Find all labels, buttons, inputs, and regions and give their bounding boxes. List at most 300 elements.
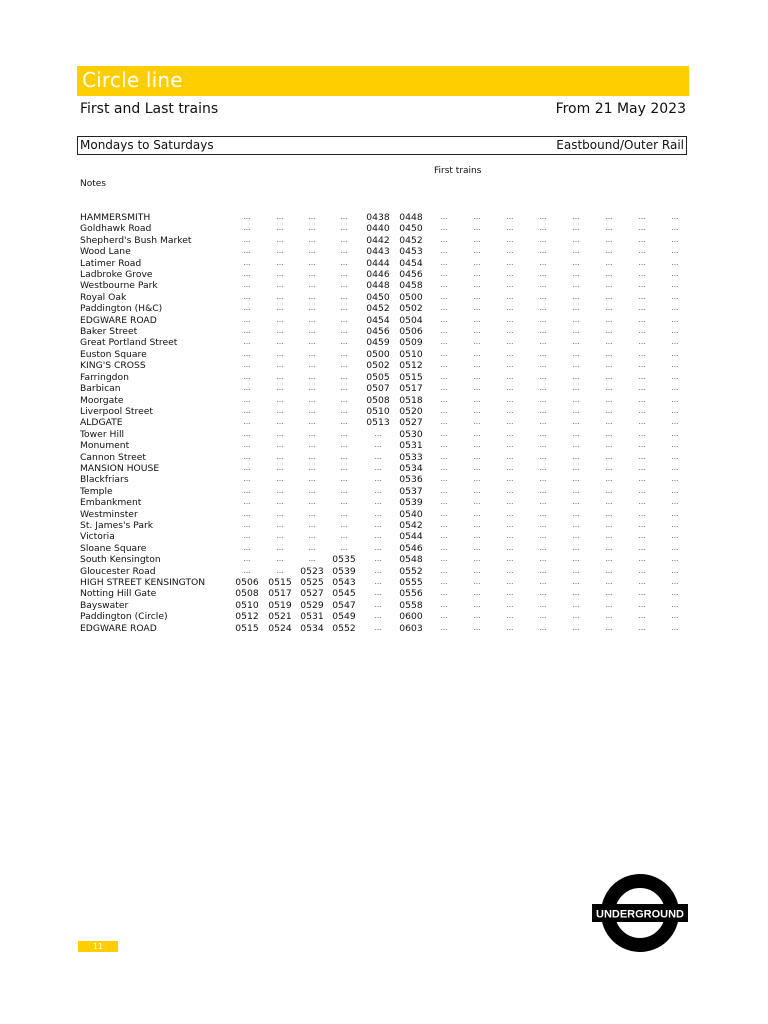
no-service-cell: ...	[638, 327, 646, 336]
no-service-cell: ...	[539, 224, 547, 233]
departure-time: 0446	[366, 269, 390, 281]
no-service-cell: ...	[671, 555, 679, 564]
no-service-cell: ...	[671, 452, 679, 461]
departure-time: 0548	[399, 554, 423, 566]
no-service-cell: ...	[605, 612, 613, 621]
no-service-cell: ...	[506, 498, 514, 507]
no-service-cell: ...	[276, 463, 284, 472]
station-name: Embankment	[80, 497, 142, 509]
departure-time: 0556	[399, 588, 423, 600]
no-service-cell: ...	[605, 475, 613, 484]
no-service-cell: ...	[340, 327, 348, 336]
no-service-cell: ...	[638, 612, 646, 621]
no-service-cell: ...	[473, 463, 481, 472]
no-service-cell: ...	[638, 418, 646, 427]
no-service-cell: ...	[473, 258, 481, 267]
no-service-cell: ...	[605, 543, 613, 552]
no-service-cell: ...	[473, 349, 481, 358]
no-service-cell: ...	[243, 429, 251, 438]
no-service-cell: ...	[308, 441, 316, 450]
no-service-cell: ...	[440, 384, 448, 393]
no-service-cell: ...	[539, 566, 547, 575]
no-service-cell: ...	[638, 623, 646, 632]
departure-time: 0600	[399, 611, 423, 623]
station-name: HAMMERSMITH	[80, 212, 151, 223]
no-service-cell: ...	[243, 304, 251, 313]
no-service-cell: ...	[374, 486, 382, 495]
no-service-cell: ...	[605, 327, 613, 336]
station-name: Shepherd's Bush Market	[80, 234, 192, 246]
no-service-cell: ...	[340, 520, 348, 529]
timetable	[80, 212, 680, 634]
no-service-cell: ...	[605, 452, 613, 461]
no-service-cell: ...	[671, 349, 679, 358]
no-service-cell: ...	[539, 384, 547, 393]
no-service-cell: ...	[572, 384, 580, 393]
no-service-cell: ...	[473, 520, 481, 529]
no-service-cell: ...	[506, 224, 514, 233]
no-service-cell: ...	[340, 213, 348, 221]
no-service-cell: ...	[243, 475, 251, 484]
no-service-cell: ...	[671, 486, 679, 495]
no-service-cell: ...	[308, 338, 316, 347]
departure-time: 0438	[366, 212, 390, 223]
timetable-row	[80, 406, 680, 417]
no-service-cell: ...	[506, 475, 514, 484]
no-service-cell: ...	[638, 600, 646, 609]
no-service-cell: ...	[506, 452, 514, 461]
no-service-cell: ...	[671, 224, 679, 233]
no-service-cell: ...	[572, 395, 580, 404]
no-service-cell: ...	[572, 589, 580, 598]
no-service-cell: ...	[506, 292, 514, 301]
departure-time: 0547	[332, 599, 356, 611]
timetable-row	[80, 269, 680, 280]
no-service-cell: ...	[440, 224, 448, 233]
no-service-cell: ...	[638, 589, 646, 598]
station-name: South Kensington	[80, 554, 161, 566]
no-service-cell: ...	[638, 384, 646, 393]
no-service-cell: ...	[276, 258, 284, 267]
no-service-cell: ...	[340, 258, 348, 267]
no-service-cell: ...	[671, 612, 679, 621]
no-service-cell: ...	[276, 429, 284, 438]
no-service-cell: ...	[374, 475, 382, 484]
no-service-cell: ...	[605, 338, 613, 347]
no-service-cell: ...	[506, 486, 514, 495]
no-service-cell: ...	[473, 589, 481, 598]
no-service-cell: ...	[340, 441, 348, 450]
no-service-cell: ...	[473, 452, 481, 461]
timetable-row	[80, 429, 680, 440]
no-service-cell: ...	[308, 258, 316, 267]
departure-time: 0540	[399, 508, 423, 520]
no-service-cell: ...	[308, 509, 316, 518]
departure-time: 0512	[399, 360, 423, 372]
no-service-cell: ...	[539, 452, 547, 461]
no-service-cell: ...	[539, 623, 547, 632]
no-service-cell: ...	[340, 475, 348, 484]
no-service-cell: ...	[572, 258, 580, 267]
no-service-cell: ...	[374, 543, 382, 552]
no-service-cell: ...	[243, 349, 251, 358]
departure-time: 0505	[366, 371, 390, 383]
no-service-cell: ...	[340, 463, 348, 472]
no-service-cell: ...	[638, 315, 646, 324]
no-service-cell: ...	[506, 315, 514, 324]
no-service-cell: ...	[276, 441, 284, 450]
no-service-cell: ...	[671, 578, 679, 586]
departure-time: 0512	[235, 611, 259, 623]
no-service-cell: ...	[638, 520, 646, 529]
station-name: St. James's Park	[80, 519, 154, 531]
no-service-cell: ...	[605, 292, 613, 301]
no-service-cell: ...	[308, 372, 316, 381]
no-service-cell: ...	[572, 612, 580, 621]
no-service-cell: ...	[638, 406, 646, 415]
no-service-cell: ...	[572, 349, 580, 358]
no-service-cell: ...	[340, 361, 348, 370]
no-service-cell: ...	[440, 555, 448, 564]
no-service-cell: ...	[539, 349, 547, 358]
no-service-cell: ...	[473, 292, 481, 301]
departure-time: 0456	[399, 269, 423, 281]
station-name: Tower Hill	[80, 428, 125, 440]
no-service-cell: ...	[539, 555, 547, 564]
no-service-cell: ...	[243, 270, 251, 279]
no-service-cell: ...	[539, 292, 547, 301]
no-service-cell: ...	[473, 406, 481, 415]
timetable-row	[80, 588, 680, 599]
no-service-cell: ...	[539, 304, 547, 313]
no-service-cell: ...	[638, 349, 646, 358]
no-service-cell: ...	[506, 395, 514, 404]
departure-time: 0510	[235, 599, 259, 611]
no-service-cell: ...	[308, 281, 316, 290]
no-service-cell: ...	[440, 600, 448, 609]
no-service-cell: ...	[572, 623, 580, 632]
no-service-cell: ...	[671, 247, 679, 256]
no-service-cell: ...	[671, 372, 679, 381]
departure-time: 0459	[366, 337, 390, 349]
no-service-cell: ...	[506, 589, 514, 598]
no-service-cell: ...	[539, 532, 547, 541]
no-service-cell: ...	[308, 224, 316, 233]
timetable-row	[80, 395, 680, 406]
departure-time: 0539	[399, 497, 423, 509]
departure-time: 0524	[268, 622, 292, 634]
departure-time: 0448	[366, 280, 390, 292]
no-service-cell: ...	[440, 247, 448, 256]
no-service-cell: ...	[473, 327, 481, 336]
no-service-cell: ...	[638, 566, 646, 575]
no-service-cell: ...	[308, 429, 316, 438]
direction-label: Eastbound/Outer Rail	[556, 138, 684, 152]
departure-time: 0508	[235, 588, 259, 600]
no-service-cell: ...	[671, 213, 679, 221]
no-service-cell: ...	[572, 338, 580, 347]
no-service-cell: ...	[243, 281, 251, 290]
no-service-cell: ...	[243, 235, 251, 244]
departure-time: 0450	[399, 223, 423, 235]
no-service-cell: ...	[506, 520, 514, 529]
timetable-row	[80, 452, 680, 463]
station-name: Bayswater	[80, 599, 129, 611]
no-service-cell: ...	[506, 258, 514, 267]
no-service-cell: ...	[671, 361, 679, 370]
departure-time: 0515	[399, 371, 423, 383]
no-service-cell: ...	[671, 235, 679, 244]
no-service-cell: ...	[605, 213, 613, 221]
no-service-cell: ...	[308, 475, 316, 484]
no-service-cell: ...	[605, 486, 613, 495]
no-service-cell: ...	[539, 463, 547, 472]
no-service-cell: ...	[605, 349, 613, 358]
no-service-cell: ...	[605, 235, 613, 244]
no-service-cell: ...	[243, 258, 251, 267]
departure-time: 0544	[399, 531, 423, 543]
station-name: ALDGATE	[80, 417, 123, 429]
departure-time: 0509	[399, 337, 423, 349]
no-service-cell: ...	[473, 281, 481, 290]
timetable-row	[80, 611, 680, 622]
no-service-cell: ...	[473, 213, 481, 221]
effective-date: From 21 May 2023	[555, 101, 686, 117]
no-service-cell: ...	[276, 361, 284, 370]
no-service-cell: ...	[572, 555, 580, 564]
no-service-cell: ...	[276, 235, 284, 244]
no-service-cell: ...	[638, 304, 646, 313]
timetable-row	[80, 235, 680, 246]
departure-time: 0549	[332, 611, 356, 623]
timetable-row	[80, 474, 680, 485]
station-name: KING'S CROSS	[80, 360, 146, 372]
no-service-cell: ...	[473, 361, 481, 370]
no-service-cell: ...	[638, 463, 646, 472]
no-service-cell: ...	[276, 509, 284, 518]
no-service-cell: ...	[572, 566, 580, 575]
no-service-cell: ...	[605, 578, 613, 586]
no-service-cell: ...	[340, 315, 348, 324]
departure-time: 0513	[366, 417, 390, 429]
no-service-cell: ...	[605, 429, 613, 438]
station-name: Great Portland Street	[80, 337, 178, 349]
no-service-cell: ...	[308, 520, 316, 529]
no-service-cell: ...	[276, 327, 284, 336]
departure-time: 0506	[399, 326, 423, 338]
no-service-cell: ...	[340, 247, 348, 256]
no-service-cell: ...	[374, 589, 382, 598]
schedule-header-box	[77, 136, 687, 155]
svg-text:UNDERGROUND: UNDERGROUND	[596, 908, 684, 921]
no-service-cell: ...	[340, 395, 348, 404]
no-service-cell: ...	[473, 247, 481, 256]
no-service-cell: ...	[276, 566, 284, 575]
no-service-cell: ...	[506, 623, 514, 632]
no-service-cell: ...	[506, 441, 514, 450]
no-service-cell: ...	[539, 429, 547, 438]
no-service-cell: ...	[671, 532, 679, 541]
section-label: First trains	[434, 166, 482, 176]
departure-time: 0530	[399, 428, 423, 440]
no-service-cell: ...	[572, 509, 580, 518]
no-service-cell: ...	[440, 406, 448, 415]
no-service-cell: ...	[671, 327, 679, 336]
no-service-cell: ...	[539, 258, 547, 267]
no-service-cell: ...	[638, 395, 646, 404]
no-service-cell: ...	[340, 543, 348, 552]
departure-time: 0458	[399, 280, 423, 292]
no-service-cell: ...	[638, 213, 646, 221]
no-service-cell: ...	[340, 349, 348, 358]
timetable-row	[80, 600, 680, 611]
station-name: Baker Street	[80, 326, 138, 338]
no-service-cell: ...	[340, 532, 348, 541]
no-service-cell: ...	[308, 292, 316, 301]
station-name: Liverpool Street	[80, 405, 154, 417]
no-service-cell: ...	[671, 498, 679, 507]
no-service-cell: ...	[572, 520, 580, 529]
page-subtitle: First and Last trains	[80, 101, 219, 117]
no-service-cell: ...	[605, 315, 613, 324]
no-service-cell: ...	[276, 338, 284, 347]
no-service-cell: ...	[605, 532, 613, 541]
departure-time: 0440	[366, 223, 390, 235]
no-service-cell: ...	[243, 406, 251, 415]
departure-time: 0603	[399, 622, 423, 634]
no-service-cell: ...	[473, 509, 481, 518]
no-service-cell: ...	[440, 441, 448, 450]
line-title: Circle line	[82, 68, 183, 92]
no-service-cell: ...	[506, 600, 514, 609]
no-service-cell: ...	[638, 235, 646, 244]
departure-time: 0529	[300, 599, 324, 611]
timetable-row	[80, 383, 680, 394]
no-service-cell: ...	[276, 406, 284, 415]
no-service-cell: ...	[473, 623, 481, 632]
no-service-cell: ...	[572, 315, 580, 324]
departure-time: 0533	[399, 451, 423, 463]
no-service-cell: ...	[243, 247, 251, 256]
departure-time: 0454	[366, 314, 390, 326]
no-service-cell: ...	[340, 498, 348, 507]
no-service-cell: ...	[340, 338, 348, 347]
station-name: Royal Oak	[80, 291, 127, 303]
timetable-row	[80, 246, 680, 257]
no-service-cell: ...	[638, 338, 646, 347]
no-service-cell: ...	[440, 395, 448, 404]
no-service-cell: ...	[243, 384, 251, 393]
no-service-cell: ...	[243, 520, 251, 529]
no-service-cell: ...	[572, 475, 580, 484]
no-service-cell: ...	[440, 566, 448, 575]
no-service-cell: ...	[308, 235, 316, 244]
no-service-cell: ...	[473, 304, 481, 313]
no-service-cell: ...	[572, 304, 580, 313]
timetable-row	[80, 520, 680, 531]
no-service-cell: ...	[440, 281, 448, 290]
departure-time: 0442	[366, 234, 390, 246]
station-name: EDGWARE ROAD	[80, 622, 157, 634]
no-service-cell: ...	[572, 578, 580, 586]
departure-time: 0504	[399, 314, 423, 326]
no-service-cell: ...	[539, 247, 547, 256]
no-service-cell: ...	[572, 281, 580, 290]
no-service-cell: ...	[506, 578, 514, 586]
no-service-cell: ...	[638, 281, 646, 290]
no-service-cell: ...	[539, 315, 547, 324]
departure-time: 0519	[268, 599, 292, 611]
departure-time: 0527	[300, 588, 324, 600]
no-service-cell: ...	[440, 612, 448, 621]
no-service-cell: ...	[671, 395, 679, 404]
no-service-cell: ...	[671, 600, 679, 609]
no-service-cell: ...	[276, 555, 284, 564]
no-service-cell: ...	[440, 235, 448, 244]
station-name: Latimer Road	[80, 257, 142, 269]
no-service-cell: ...	[276, 270, 284, 279]
departure-time: 0531	[300, 611, 324, 623]
no-service-cell: ...	[374, 498, 382, 507]
timetable-row	[80, 566, 680, 577]
no-service-cell: ...	[440, 304, 448, 313]
no-service-cell: ...	[539, 418, 547, 427]
timetable-row	[80, 303, 680, 314]
no-service-cell: ...	[440, 623, 448, 632]
no-service-cell: ...	[276, 543, 284, 552]
underground-roundel-logo	[590, 872, 690, 954]
no-service-cell: ...	[572, 463, 580, 472]
no-service-cell: ...	[340, 452, 348, 461]
departure-time: 0542	[399, 519, 423, 531]
no-service-cell: ...	[539, 509, 547, 518]
no-service-cell: ...	[308, 463, 316, 472]
no-service-cell: ...	[276, 418, 284, 427]
no-service-cell: ...	[374, 509, 382, 518]
no-service-cell: ...	[638, 224, 646, 233]
no-service-cell: ...	[243, 372, 251, 381]
no-service-cell: ...	[539, 600, 547, 609]
no-service-cell: ...	[671, 589, 679, 598]
no-service-cell: ...	[440, 338, 448, 347]
no-service-cell: ...	[638, 292, 646, 301]
no-service-cell: ...	[671, 463, 679, 472]
no-service-cell: ...	[671, 304, 679, 313]
timetable-row	[80, 372, 680, 383]
no-service-cell: ...	[276, 486, 284, 495]
no-service-cell: ...	[605, 623, 613, 632]
no-service-cell: ...	[539, 498, 547, 507]
no-service-cell: ...	[440, 452, 448, 461]
no-service-cell: ...	[473, 224, 481, 233]
timetable-row	[80, 349, 680, 360]
no-service-cell: ...	[340, 270, 348, 279]
no-service-cell: ...	[308, 452, 316, 461]
no-service-cell: ...	[605, 406, 613, 415]
no-service-cell: ...	[440, 327, 448, 336]
no-service-cell: ...	[243, 395, 251, 404]
no-service-cell: ...	[506, 338, 514, 347]
no-service-cell: ...	[374, 441, 382, 450]
station-name: Blackfriars	[80, 474, 129, 486]
no-service-cell: ...	[671, 406, 679, 415]
no-service-cell: ...	[572, 224, 580, 233]
no-service-cell: ...	[671, 418, 679, 427]
departure-time: 0508	[366, 394, 390, 406]
departure-time: 0453	[399, 246, 423, 258]
no-service-cell: ...	[638, 532, 646, 541]
timetable-row	[80, 280, 680, 291]
